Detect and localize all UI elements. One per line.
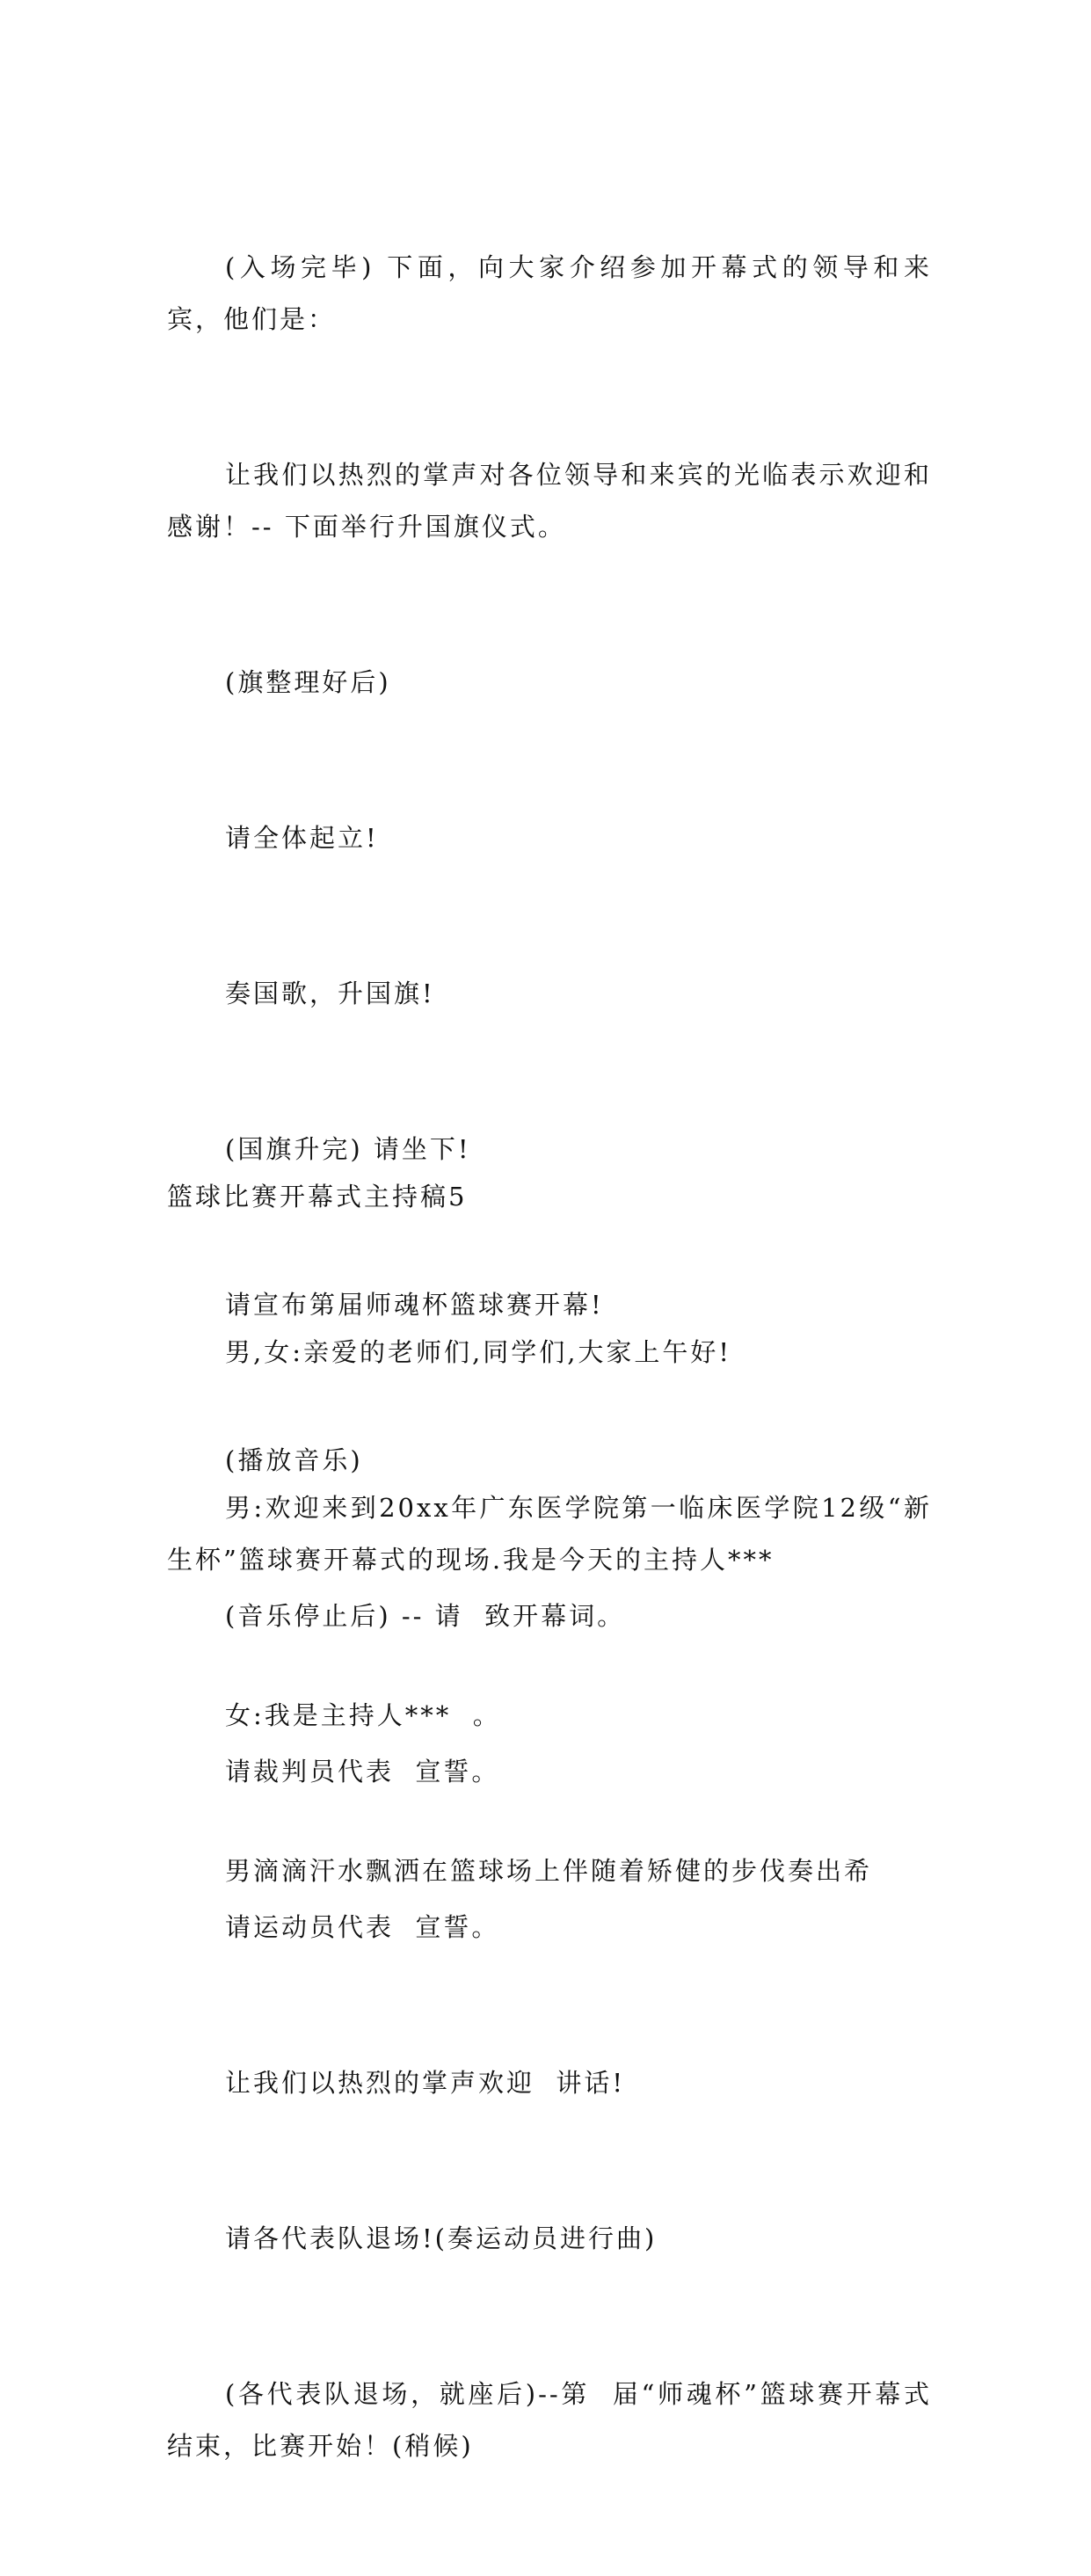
paragraph-welcome-speech: 让我们以热烈的掌声欢迎 讲话! <box>225 2068 626 2098</box>
paragraph-opening-speech: (音乐停止后) -- 请 致开幕词。 <box>225 1601 626 1631</box>
paragraph-greeting: 男,女:亲爱的老师们,同学们,大家上午好! <box>225 1337 732 1367</box>
section-hosting-script-5 <box>167 1067 932 2001</box>
section-heading: 篮球比赛开幕式主持稿5 <box>167 1182 468 1212</box>
paragraph-all-stand: 请全体起立! <box>225 823 379 853</box>
paragraph-please-sit: (国旗升完) 请坐下! <box>225 1134 471 1164</box>
paragraph-male-host-welcome: 男:欢迎来到20xx年广东医学院第一临床医学院12级“新生杯”篮球赛开幕式的现场.我是今天的主持人*** <box>167 1493 932 1575</box>
paragraph-female-host-intro: 女:我是主持人*** 。 <box>225 1700 501 1730</box>
paragraph-national-anthem: 奏国歌，升国旗! <box>225 979 435 1008</box>
paragraph-teams-exit: 请各代表队退场!(奏运动员进行曲) <box>225 2223 658 2253</box>
paragraph-guests-introduction: (入场完毕) 下面，向大家介绍参加开幕式的领导和来宾，他们是： <box>167 252 932 334</box>
paragraph-flag-ready: (旗整理好后) <box>225 667 391 697</box>
paragraph-declare-opening: 请宣布第届师魂杯篮球赛开幕! <box>225 1290 604 1320</box>
paragraph-athlete-oath: 请运动员代表 宣誓。 <box>225 1912 500 1942</box>
paragraph-referee-oath: 请裁判员代表 宣誓。 <box>225 1757 500 1786</box>
paragraph-male-host-opening-line: 男滴滴汗水飘洒在篮球场上伴随着矫健的步伐奏出希 <box>225 1856 873 1886</box>
paragraph-ceremony-end: (各代表队退场，就座后)--第 届“师魂杯”篮球赛开幕式结束，比赛开始！(稍候) <box>167 2379 932 2461</box>
paragraph-applause-flag-ceremony: 让我们以热烈的掌声对各位领导和来宾的光临表示欢迎和感谢！-- 下面举行升国旗仪式。 <box>167 460 932 542</box>
paragraph-play-music: (播放音乐) <box>225 1445 363 1475</box>
